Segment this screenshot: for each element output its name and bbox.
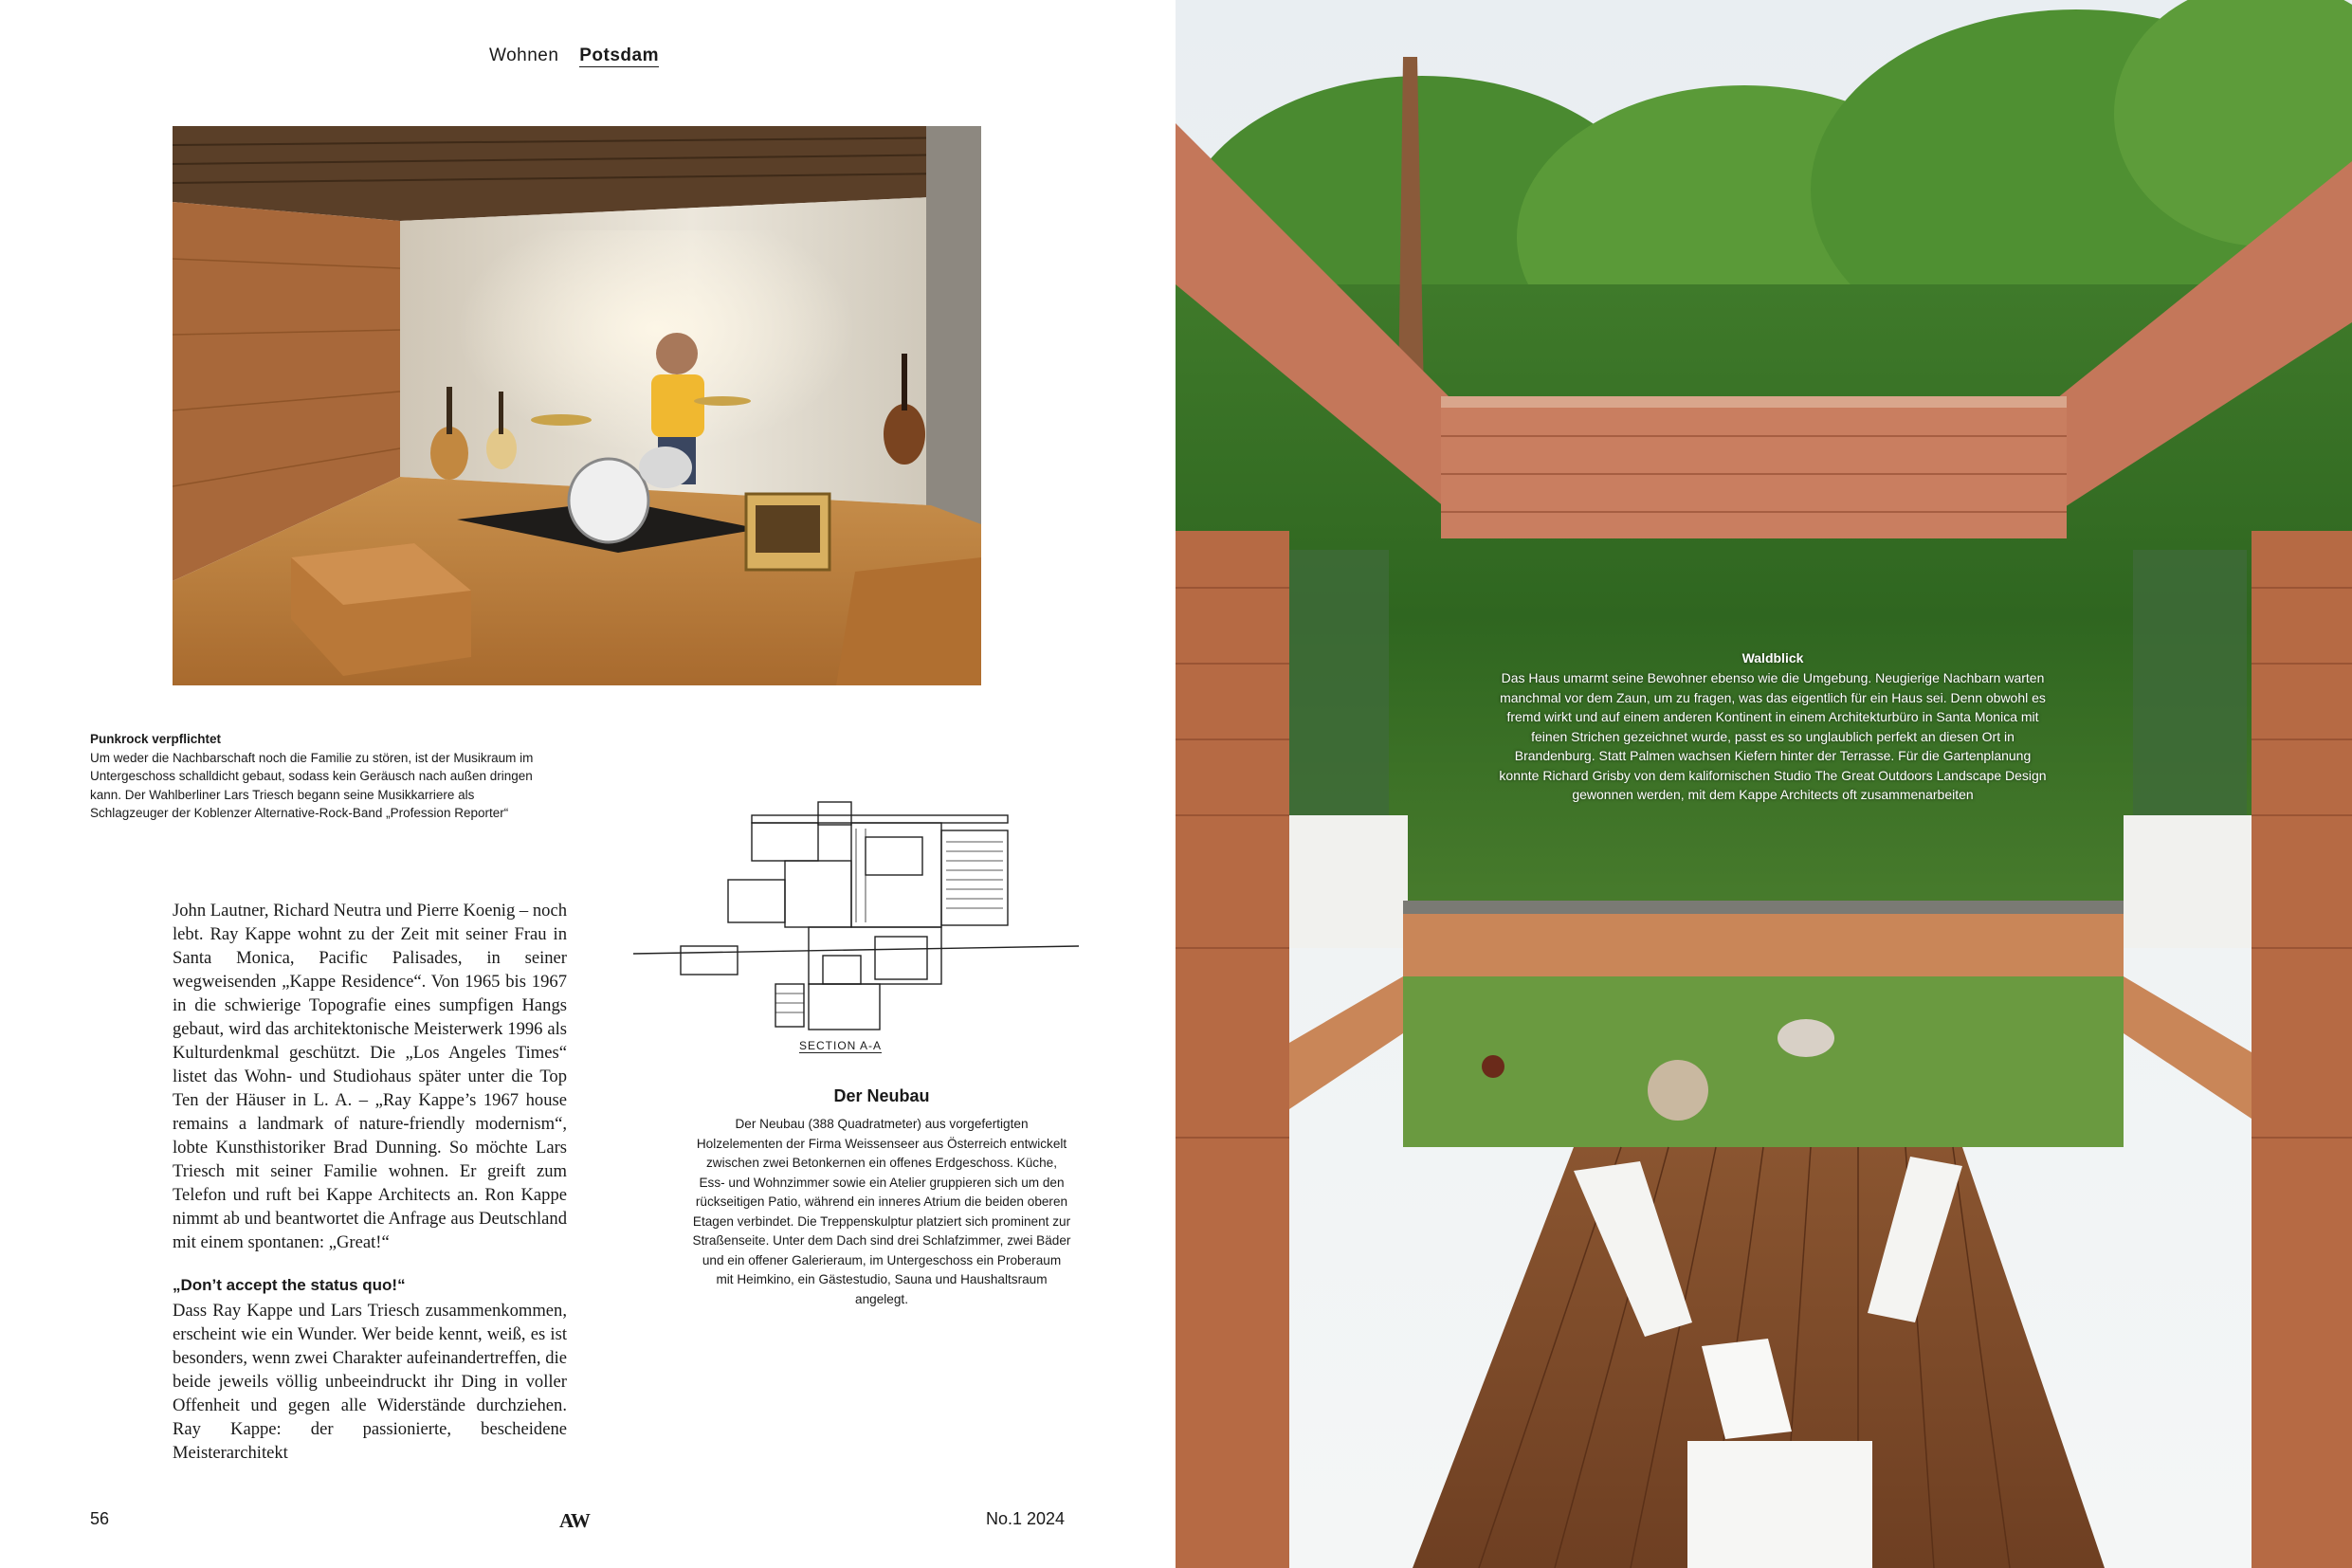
neubau-text: Der Neubau (388 Quadratmeter) aus vorgefertigten Holzelementen der Firma Weissenseer aus Österreich entwickelt zwischen zwei Betonkernen ein offenes Erdgeschoss. Küche, Ess- und Wohnzimmer sowie ein Atelier gruppieren sich um den rückseitigen Patio, während ein inneres Atrium die beiden oberen Etagen verbindet. Die Treppenskulptur platziert sich prominent zur Straßenseite. Unter dem Dach sind drei Schlafzimmer, zwei Bäder und ein offener Galerieraum, im Untergeschoss ein Proberaum mit Heimkino, ein Gästestudio, Sauna und Haushaltsraum angelegt. xyxy=(692,1117,1071,1306)
caption-text: Um weder die Nachbarschaft noch die Familie zu stören, ist der Musikraum im Untergeschoss schalldicht gebaut, sodass kein Geräusch nach außen dringen kann. Der Wahlberliner Lars Triesch begann seine Musikkarriere als Schlagzeuger der Koblenzer Alternative-Rock-Band „Profession Reporter“ xyxy=(90,750,534,820)
article-paragraph: John Lautner, Richard Neutra und Pierre Koenig – noch lebt. Ray Kappe wohnt zu der Zeit mit seiner Frau in Santa Monica, Pacific Palisades, in seiner wegweisenden „Kappe Residence“. Von 1965 bis 1967 in die schwierige Topografie eines sumpfigen Hangs gebaut, wird das architektonische Meisterwerk 1996 als Kulturdenkmal geschützt. Die „Los Angeles Times“ listet das Wohn- und Studiohaus später unter die Top Ten der Häuser in L. A. – „Ray Kappe’s 1967 house remains a landmark of nature-friendly modernism“, lobte Kunsthistoriker Brad Dunning. So möchte Lars Triesch mit seiner Familie wohnen. Er greift zum Telefon und ruft bei Kappe Architects an. Ron Kappe nimmt ab und beantwortet die Anfrage aus Deutschland mit einem spontanen: „Great!“ xyxy=(173,901,567,1252)
section-label: Wohnen xyxy=(489,46,559,65)
caption-title: Punkrock verpflichtet xyxy=(90,732,222,746)
magazine-logo: AW xyxy=(559,1509,590,1532)
running-head xyxy=(489,46,659,66)
music-photo-caption xyxy=(90,730,536,823)
issue-label: No.1 2024 xyxy=(986,1509,1066,1528)
article-body xyxy=(173,899,567,1465)
page-number: 56 xyxy=(90,1509,110,1528)
waldblick-text: Das Haus umarmt seine Bewohner ebenso wie die Umgebung. Neugierige Nachbarn warten manchmal vor dem Zaun, um zu fragen, was das eigentlich für ein Haus sei. Denn obwohl es fremd wirkt und auf einem anderen Kontinent in einem Architekturbüro in Santa Monica mit feinen Strichen gezeichnet wurde, passt es so unglaublich perfekt an diesen Ort in Brandenburg. Statt Palmen wachsen Kiefern hinter der Terrasse. Für die Gartenplanung konnte Richard Grisby von dem kalifornischen Studio The Great Outdoors Landscape Design gewonnen werden, mit dem Kappe Architects oft zusammenarbeiten xyxy=(1499,670,2047,802)
neubau-title: Der Neubau xyxy=(833,1086,930,1105)
article-subhead: „Don’t accept the status quo!“ xyxy=(173,1276,406,1294)
music-room-photo xyxy=(173,126,981,685)
section-drawing xyxy=(633,794,1079,1060)
location-label: Potsdam xyxy=(579,46,659,65)
drawing-label: SECTION A-A xyxy=(799,1039,883,1052)
article-paragraph: Dass Ray Kappe und Lars Triesch zusammenkommen, erscheint wie ein Wunder. Wer beide kennt, weiß, es ist besonders, wenn zwei Charakter aufeinandertreffen, die beide jeweils völlig unbeeindruckt ihr Ding in voller Offenheit und gegen alle Widerstände durchziehen. Ray Kappe: der passionierte, bescheidene Meisterarchitekt xyxy=(173,1301,567,1463)
waldblick-title: Waldblick xyxy=(1741,650,1804,665)
